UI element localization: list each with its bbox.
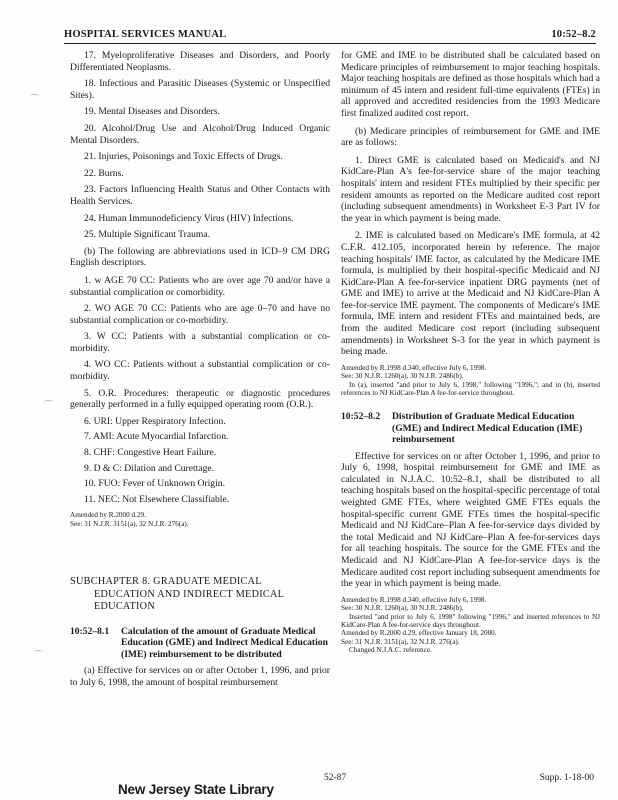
list-item: 1. w AGE 70 CC: Patients who are over age 70 and/or have a substantial complication or comorbidity. <box>70 274 330 298</box>
amendment-note: Amended by R.1998 d.340, effective July 6, 1998. <box>341 363 487 372</box>
paragraph: for GME and IME to be distributed shall be calculated based on Medicare principles of reimbursement to major teaching hospitals. Major teaching hospitals are defined as those hospitals which had a minimum of 45 intern and resident full-time equivalents (FTEs) in all approved and accredited residencies from the 1993 Medicare first finalized audited cost report. <box>341 50 600 119</box>
amendment-source: See: 31 N.J.R. 3151(a), 32 N.J.R. 276(a). <box>70 519 189 528</box>
list-item: 17. Myeloproliferative Diseases and Disorders, and Poorly Differentiated Neoplasms. <box>70 50 330 73</box>
section-number: 10:52–8.1 <box>70 625 110 637</box>
supplement-date: Supp. 1-18-00 <box>539 773 594 783</box>
list-item: 23. Factors Influencing Health Status and Other Contacts with Health Services. <box>70 184 330 207</box>
right-column <box>341 50 600 655</box>
list-item: 25. Multiple Significant Trauma. <box>84 229 211 241</box>
amendment-detail: Changed N.J.A.C. reference. <box>349 646 432 655</box>
paragraph: (b) Medicare principles of reimbursement for GME and IME are as follows: <box>341 125 600 149</box>
amendment-source: See: 30 N.J.R. 1260(a), 30 N.J.R. 2486(b). <box>341 604 464 613</box>
list-item: 9. D & C: Dilation and Curettage. <box>84 462 215 474</box>
margin-mark: ⌒ <box>34 650 44 660</box>
section-paragraph: Effective for services on or after October 1, 1996, and prior to July 6, 1998, hospital reimbursement for GME and IME as calculated in N.J.A.C. 10:52–8.1, shall be distributed to all teaching hospitals based on the hospital-specific percentage of total weighted GME FTEs, where weighted GME FTEs equals the hospital-specific current GME FTEs times the hospital-specific Medicaid and NJ KidCare–Plan A fee-for-service days divided by the total Medicaid and NJ KidCare–Plan A fee-for-services days for all teaching hospitals. The source for the GME FTEs and the Medicaid and NJ KidCare-Plan A fee-for-service days is the Medicare audited cost report including subsequent amendments for the year in which payment is being made. <box>341 450 600 590</box>
list-item: 5. O.R. Procedures: therapeutic or diagnostic procedures generally performed in a fully equipped operating room (O.R.). <box>70 387 330 411</box>
section-paragraph: (a) Effective for services on or after October 1, 1996, and prior to July 6, 1998, the amount of hospital reimbursement <box>70 664 330 688</box>
margin-mark: ⌒ <box>44 400 54 410</box>
list-item: 2. WO AGE 70 CC: Patients who are age 0–70 and have no substantial complication or co-morbidity. <box>70 303 330 326</box>
left-column <box>70 50 330 694</box>
section-heading <box>341 411 600 445</box>
list-item: 24. Human Immunodeficiency Virus (HIV) Infections. <box>84 212 294 224</box>
subchapter-line: SUBCHAPTER 8. GRADUATE MEDICAL <box>70 576 262 588</box>
amendment-source: See: 31 N.J.R. 3151(a), 32 N.J.R. 276(a). <box>341 637 460 646</box>
list-item: 6. URI: Upper Respiratory Infection. <box>84 415 226 427</box>
subchapter-line: EDUCATION AND INDIRECT MEDICAL <box>94 588 285 600</box>
amendment-source: See: 30 N.J.R. 1260(a), 30 N.J.R. 2486(b). <box>341 372 464 381</box>
section-number: 10:52–8.2 <box>341 411 381 423</box>
section-range: 10:52–8.2 <box>551 29 596 40</box>
margin-mark: ⌒ <box>30 94 40 104</box>
amendment-note: Amended by R.1998 d.340, effective July 6, 1998. <box>341 595 487 604</box>
amendment-note: Amended by R.2000 d.29. <box>70 511 146 520</box>
list-item: 21. Injuries, Poisonings and Toxic Effects of Drugs. <box>84 151 283 163</box>
subchapter-line: EDUCATION <box>94 601 155 613</box>
amendment-detail: Inserted "and prior to July 6, 1998" following "1996," and inserted references to NJ KidCare-Plan A fee-for-service days throughout. <box>341 612 600 630</box>
list-item: 7. AMI: Acute Myocardial Infarction. <box>84 431 229 443</box>
list-item: 19. Mental Diseases and Disorders. <box>84 106 220 118</box>
list-item: 20. Alcohol/Drug Use and Alcohol/Drug Induced Organic Mental Disorders. <box>70 122 330 146</box>
paragraph-b: (b) The following are abbreviations used in ICD–9 CM DRG English descriptors. <box>70 245 330 269</box>
paragraph: 2. IME is calculated based on Medicare's IME formula, at 42 C.F.R. 412.105, incorporated herein by reference. The major teaching hospitals' IME factor, as calculated by the Medicare IME formula, is multiplied by their hospital-specific Medicaid and NJ KidCare-Plan A fee-for-service inpatient DRG payments (net of GME and IME) to arrive at the Medicaid and NJ KidCare-Plan A fee-for-service IME payment. The components of Medicare's IME formula, IME intern and resident FTEs and maintained beds, are from the audited Medicare cost report (including subsequent amendments) in Worksheet S-3 for the year in which payment is being made. <box>341 230 600 358</box>
list-item: 22. Burns. <box>84 167 124 179</box>
running-header <box>64 27 596 44</box>
list-item: 18. Infectious and Parasitic Diseases (Systemic or Unspecified Sites). <box>70 78 330 101</box>
list-item: 11. NEC: Not Elsewhere Classifiable. <box>84 493 230 505</box>
paragraph: 1. Direct GME is calculated based on Medicaid's and NJ KidCare-Plan A's fee-for-service share of the major teaching hospitals' intern and resident FTEs multiplied by their specific per resident amounts as reported on the Medicare audited cost report (including subsequent amendments) in Worksheet E-3 Part IV for the year in which payment is being made. <box>341 154 600 224</box>
library-stamp: New Jersey State Library <box>118 782 274 797</box>
amendment-note: Amended by R.2000 d.29, effective January 18, 2000. <box>341 629 497 638</box>
amendment-detail: In (a), inserted "and prior to July 6, 1998," following "1996,"; and in (b), inserted references to NJ KidCare-Plan A fee-for-service throughout. <box>341 380 600 398</box>
list-item: 10. FUO: Fever of Unknown Origin. <box>84 478 225 490</box>
section-title: Distribution of Graduate Medical Education (GME) and Indirect Medical Education (IME) reimbursement <box>392 411 583 446</box>
section-title: Calculation of the amount of Graduate Medical Education (GME) and Indirect Medical Education (IME) reimbursement to be distributed <box>121 625 328 660</box>
subchapter-heading <box>70 576 330 614</box>
list-item: 4. WO CC: Patients without a substantial complication or co-morbidity. <box>70 359 330 383</box>
page-number: 52-87 <box>324 773 347 783</box>
list-item: 8. CHF: Congestive Heart Failure. <box>84 447 217 459</box>
manual-title: HOSPITAL SERVICES MANUAL <box>64 29 227 40</box>
list-item: 3. W CC: Patients with a substantial complication or co-morbidity. <box>70 331 330 354</box>
section-heading <box>70 626 330 660</box>
